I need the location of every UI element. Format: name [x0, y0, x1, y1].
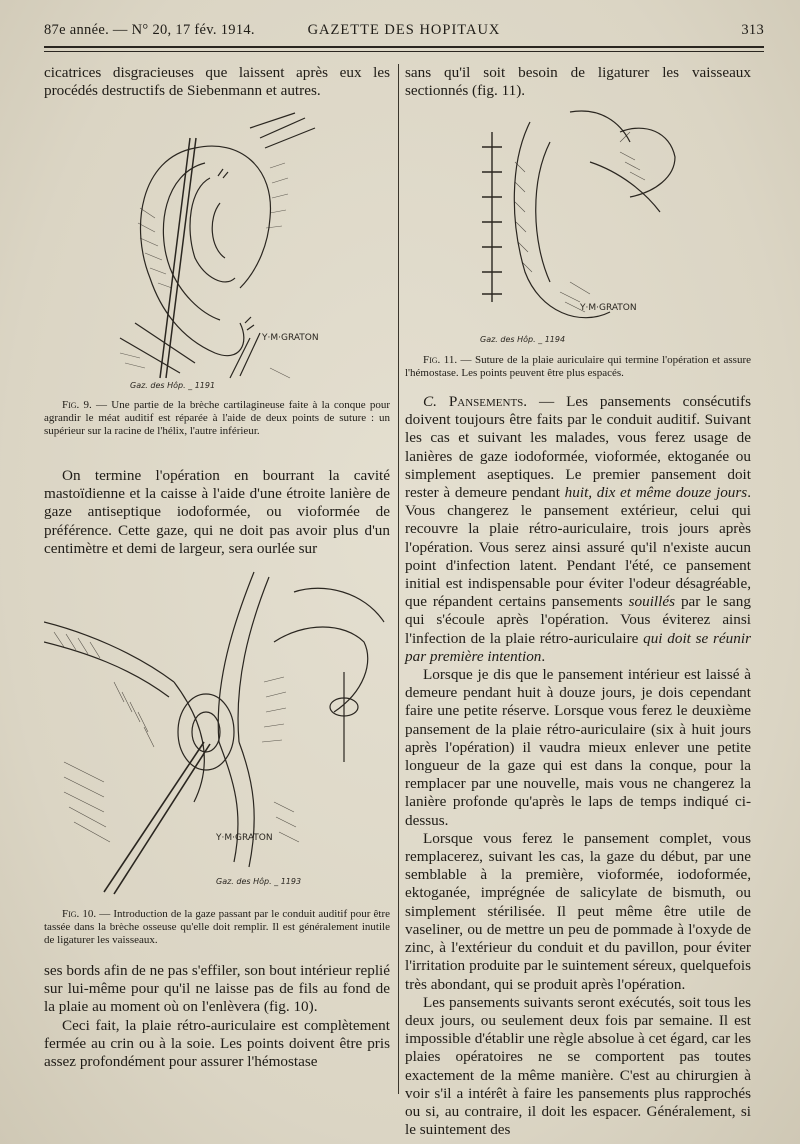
caption-text: — Une partie de la brèche cartilagineuse faite à la conque pour agrandir le méat auditif est réparée à l'aide de deux points de suture : un supérieur sur la racine de l'hélix, l'autre inférieur. [44, 399, 390, 437]
left-column-top-text [44, 64, 390, 100]
paragraph-part: — Les pansements consécutifs doivent toujours être faits par le conduit auditif. Suivant les cas et suivant les malades, vous ferez usage de lanières de gaze iodoformée, vioformée, ektoganée ou simplement aseptiques. Le premier pansement doit rester à demeure pendant [405, 393, 752, 502]
emphasis: souillés [628, 593, 676, 611]
paragraph-part: . Vous changerez le pansement extérieur, celui qui recouvre la plaie rétro-auriculaire, trois jours après l'opération. Vous serez ainsi assuré qu'il n'existe aucun point d'infection latent. Pendant l'été, ce pansement initial est indispensable pour éviter l'odeur désagréable, que répandent certains pansements [405, 484, 751, 611]
paragraph [405, 393, 751, 666]
issue-info: 87e année. — N° 20, 17 fév. 1914. [44, 22, 255, 38]
ear-suture-illustration [100, 108, 340, 393]
caption-text: — Introduction de la gaze passant par le conduit auditif pour être tassée dans la brèche osseuse qu'elle doit remplir. Il est généralement inutile de ligaturer les vaisseaux. [44, 908, 390, 946]
paragraph: ses bords afin de ne pas s'effiler, son bout intérieur replié sur lui-même pour qu'il ne laisse pas de fils au fond de la plaie au moment où on l'enlèvera (fig. 10). [44, 962, 390, 1016]
journal-title: GAZETTE DES HOPITAUX [307, 22, 501, 38]
right-column-main-text [405, 393, 751, 1139]
running-header [44, 22, 764, 44]
figure-10 [44, 562, 390, 902]
figure-label: Fig. 10. [62, 908, 97, 920]
paragraph-part: par le sang qui s'écoule après l'opération. Vous éviterez ainsi l'infection de la plaie rétro-auriculaire [405, 593, 751, 647]
header-rule-thin [44, 51, 764, 52]
wound-suture-illustration [470, 102, 710, 347]
figure-10-caption [44, 908, 390, 947]
illustrator-signature: Y·M·GRATON [580, 303, 637, 313]
left-column-middle-text [44, 467, 390, 558]
illustrator-signature: Y·M·GRATON [262, 333, 319, 343]
section-letter: C. [423, 393, 437, 410]
figure-credit: Gaz. des Hôp. _ 1194 [480, 335, 566, 344]
figure-label: Fig. 9. [62, 399, 92, 411]
illustrator-signature: Y·M·GRATON [216, 833, 273, 843]
gauze-introduction-illustration [44, 562, 390, 902]
paragraph: Lorsque vous ferez le pansement complet, vous remplacerez, suivant les cas, la gaze du début, par une semblable à la première, vioformée, iodoformée, ektoganée, imprégnée de salicylate de bismuth, ou simplement stérilisée. Il peut même être utile de vaseliner, ou de mettre un peu de pommade à l'oxyde de zinc, à l'extérieur du conduit et du pavillon, pour éviter l'irritation produite par le suintement séreux, quelquefois très abondant, qui se produit après l'opération. [405, 829, 751, 993]
figure-9 [100, 108, 340, 393]
paragraph: Lorsque je dis que le pansement intérieur est laissé à demeure pendant huit à douze jours, je dois cependant faire une petite réserve. Lorsque vous ferez le deuxième pansement de la plaie rétro-auriculaire (six à huit jours après l'opération) il vaudra mieux enlever une petite longueur de la gaze qui est dans la conque, pour la remplacer par une nouvelle, mais vous ne changerez la lanière profonde qu'après le laps de temps indiqué ci-dessus. [405, 666, 751, 829]
paragraph: cicatrices disgracieuses que laissent après eux les procédés destructifs de Siebenmann et autres. [44, 64, 390, 100]
figure-label: Fig. 11. [423, 354, 458, 366]
paragraph: On termine l'opération en bourrant la cavité mastoïdienne et la caisse à l'aide d'une étroite lanière de gaze antiseptique iodoformée, ou vioformée de préférence. Cette gaze, qui ne doit pas avoir plus d'un centimètre et demi de largeur, sera ourlée sur [44, 467, 390, 557]
column-divider [398, 64, 399, 1094]
section-title: Pansements. [448, 393, 528, 410]
emphasis: qui doit se réunir par première intention [405, 629, 751, 665]
header-rule [44, 46, 764, 48]
paragraph: sans qu'il soit besoin de ligaturer les vaisseaux sectionnés (fig. 11). [405, 64, 751, 100]
figure-11 [470, 102, 710, 347]
page-number: 313 [741, 22, 764, 38]
figure-credit: Gaz. des Hôp. _ 1191 [130, 381, 216, 390]
paragraph: Les pansements suivants seront exécutés, soit tous les deux jours, ou seulement deux fois par semaine. Il est impossible d'établir une règle absolue à cet égard, car les plaies opératoires ne se comportent pas toutes exactement de la même manière. C'est au chirurgien à voir s'il a intérêt à faire les pansements plus rapprochés ou si, au contraire, il doit les espacer. Généralement, si le suintement des [405, 993, 751, 1139]
figure-11-caption [405, 354, 751, 380]
caption-text: — Suture de la plaie auriculaire qui termine l'opération et assure l'hémostase. Les points peuvent être plus espacés. [405, 354, 751, 379]
emphasis: huit, dix et même douze jours [564, 484, 748, 502]
figure-credit: Gaz. des Hôp. _ 1193 [216, 877, 302, 886]
right-column-top-text [405, 64, 751, 100]
paragraph: Ceci fait, la plaie rétro-auriculaire est complètement fermée au crin ou à la soie. Les points doivent être pris assez profondément pour assurer l'hémostase [44, 1016, 390, 1071]
figure-9-caption [44, 399, 390, 438]
left-column-bottom-text [44, 962, 390, 1071]
paragraph-part: . [541, 647, 546, 665]
